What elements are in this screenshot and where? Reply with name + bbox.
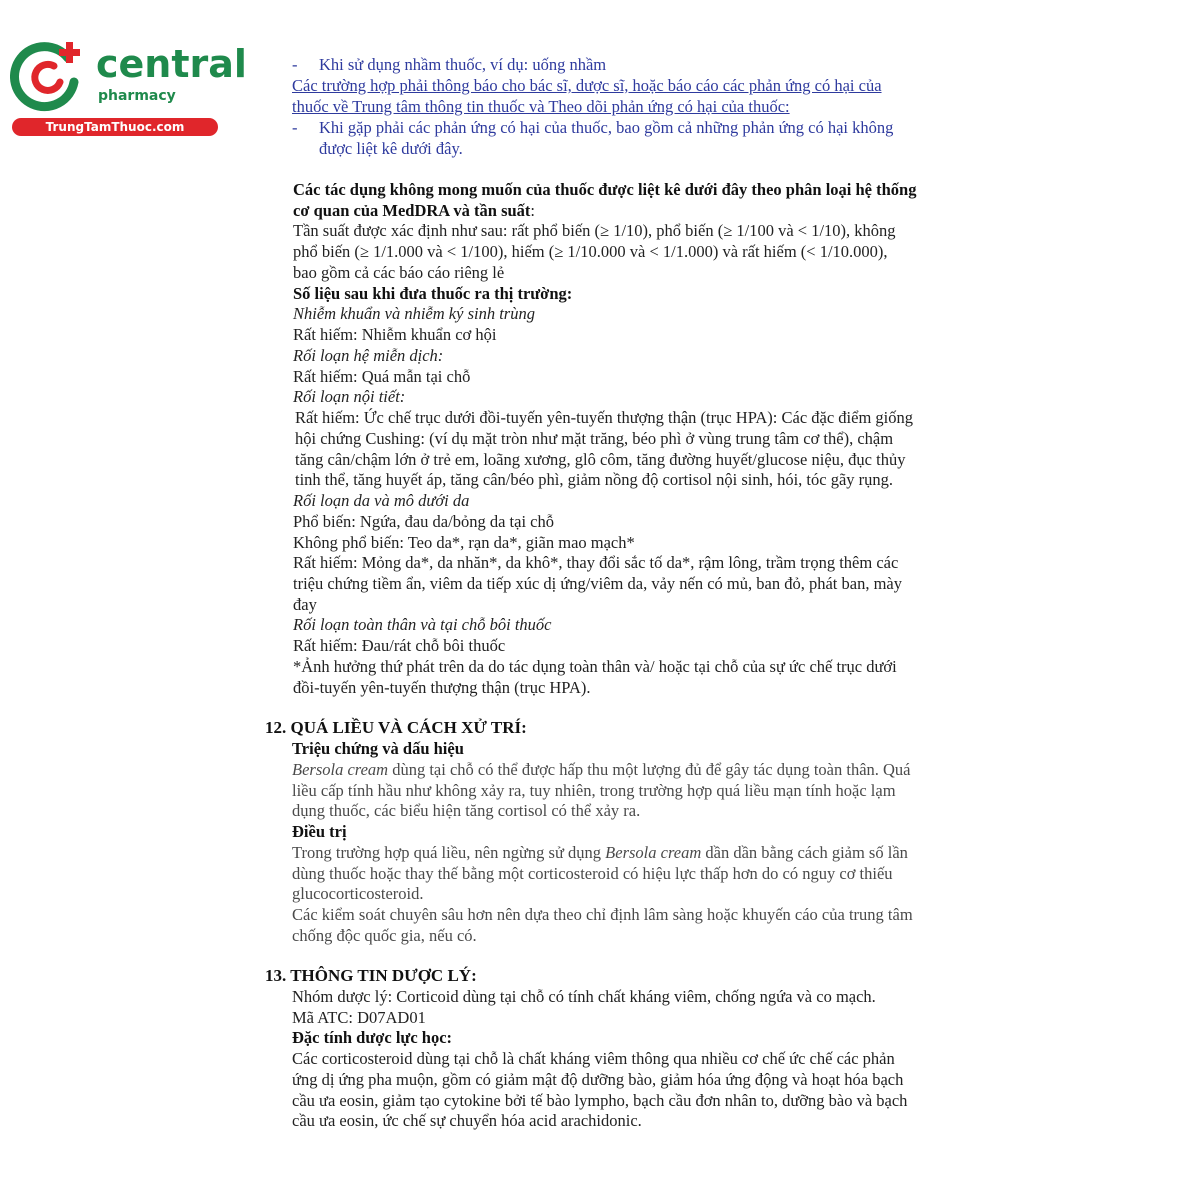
- soc-text: đay: [293, 595, 317, 614]
- atc-code: Mã ATC: D07AD01: [292, 1008, 426, 1027]
- report-line: thuốc về Trung tâm thông tin thuốc và Theo dõi phản ứng có hại của thuốc:: [292, 97, 790, 116]
- soc-text: Rất hiếm: Nhiễm khuẩn cơ hội: [293, 325, 497, 344]
- overdose-para: [292, 760, 911, 780]
- drug-name: Bersola cream: [605, 843, 702, 862]
- bullet-line: Khi sử dụng nhầm thuốc, ví dụ: uống nhầm: [319, 55, 607, 74]
- bullet-line: Khi gặp phải các phản ứng có hại của thuốc, bao gồm cả những phản ứng có hại không: [319, 118, 894, 137]
- treatment-para: [292, 843, 908, 863]
- meddra-heading: [293, 201, 535, 221]
- meddra-heading-text: cơ quan của MedDRA và tần suất: [293, 201, 531, 220]
- treatment-para: glucocorticosteroid.: [292, 884, 424, 903]
- bullet-line: được liệt kê dưới đây.: [319, 139, 463, 158]
- pharmacodynamics-para: cầu ưa eosin, giảm tạo cytokine bởi tế bào lympho, bạch cầu đơn nhân to, dưỡng bào và bạch: [292, 1091, 908, 1110]
- pharmacodynamics-para: Các corticosteroid dùng tại chỗ là chất kháng viêm thông qua nhiều cơ chế ức chế các phản: [292, 1049, 895, 1068]
- soc-text: hội chứng Cushing: (ví dụ mặt tròn như mặt trăng, béo phì ở vùng trung tâm cơ thể), chậm: [295, 429, 894, 448]
- frequency-line: Tần suất được xác định như sau: rất phổ biến (≥ 1/10), phổ biến (≥ 1/100 và < 1/10), không: [293, 221, 896, 240]
- meddra-heading-colon: :: [530, 201, 536, 220]
- frequency-line: phổ biến (≥ 1/1.000 và < 1/100), hiếm (≥ 1/10.000 và < 1/1.000) và rất hiếm (< 1/10.000),: [293, 242, 888, 261]
- pharmacodynamics-heading: Đặc tính dược lực học:: [292, 1028, 453, 1047]
- bullet-dash: -: [292, 55, 298, 74]
- pharmacology-group: Nhóm dược lý: Corticoid dùng tại chỗ có tính chất kháng viêm, chống ngứa và co mạch.: [292, 987, 876, 1006]
- overdose-para-text: dùng tại chỗ có thể được hấp thu một lượng đủ để gây tác dụng toàn thân. Quá: [388, 760, 911, 779]
- soc-text: Không phổ biến: Teo da*, rạn da*, giãn mao mạch*: [293, 533, 635, 552]
- logo-site-badge: TrungTamThuoc.com: [12, 118, 218, 136]
- report-line: Các trường hợp phải thông báo cho bác sĩ, dược sĩ, hoặc báo cáo các phản ứng có hại của: [292, 76, 882, 95]
- pharmacodynamics-para: cầu ưa eosin, ức chế sự chuyển hóa acid arachidonic.: [292, 1111, 642, 1130]
- footnote: *Ảnh hưởng thứ phát trên da do tác dụng toàn thân và/ hoặc tại chỗ của sự ức chế trục dưới: [293, 657, 897, 676]
- treatment-para-text: dần dần bằng cách giảm số lần: [701, 843, 908, 862]
- soc-text: tăng cân/chậm lớn ở trẻ em, loãng xương, glô côm, tăng đường huyết/glucose niệu, đục thủy: [295, 450, 906, 469]
- treatment-para-text: Trong trường hợp quá liều, nên ngừng sử dụng: [292, 843, 606, 862]
- soc-category: Rối loạn da và mô dưới da: [293, 491, 470, 510]
- soc-category: Rối loạn hệ miễn dịch:: [293, 346, 444, 365]
- logo-name: central: [96, 42, 247, 86]
- section-12-title: 12. QUÁ LIỀU VÀ CÁCH XỬ TRÍ:: [265, 718, 527, 737]
- soc-text: Rất hiếm: Quá mẫn tại chỗ: [293, 367, 471, 386]
- meddra-heading: Các tác dụng không mong muốn của thuốc được liệt kê dưới đây theo phân loại hệ thống: [293, 180, 917, 199]
- soc-text: tinh thể, tăng huyết áp, tăng cân/béo phì, giảm nồng độ cortisol nội sinh, hói, tóc gãy rụng.: [295, 470, 894, 489]
- treatment-heading: Điều trị: [292, 822, 347, 841]
- soc-text: Rất hiếm: Ức chế trục dưới đồi-tuyến yên-tuyến thượng thận (trục HPA): Các đặc điểm giống: [295, 408, 914, 427]
- soc-text: Rất hiếm: Đau/rát chỗ bôi thuốc: [293, 636, 506, 655]
- soc-text: Rất hiếm: Mỏng da*, da nhăn*, da khô*, thay đổi sắc tố da*, rậm lông, trầm trọng thêm các: [293, 553, 899, 572]
- overdose-para: dụng thuốc, các biểu hiện tăng cortisol có thể xảy ra.: [292, 801, 641, 820]
- soc-category: Rối loạn nội tiết:: [293, 387, 406, 406]
- symptoms-heading: Triệu chứng và dấu hiệu: [292, 739, 464, 758]
- treatment-para: Các kiểm soát chuyên sâu hơn nên dựa theo chỉ định lâm sàng hoặc khuyến cáo của trung tâm: [292, 905, 913, 924]
- soc-text: triệu chứng tiềm ẩn, viêm da tiếp xúc dị ứng/viêm da, vảy nến có mủ, ban đỏ, phát ban, mày: [293, 574, 902, 593]
- footnote: đồi-tuyến yên-tuyến thượng thận (trục HPA).: [293, 678, 591, 697]
- soc-category: Nhiễm khuẩn và nhiễm ký sinh trùng: [293, 304, 535, 323]
- overdose-para: liều cấp tính hầu như không xảy ra, tuy nhiên, trong trường hợp quá liều mạn tính hoặc lạm: [292, 781, 896, 800]
- drug-name: Bersola cream: [292, 760, 389, 779]
- pharmacodynamics-para: ứng dị ứng pha muộn, gồm có giảm mật độ dưỡng bào, giảm hóa ứng động và hoạt hóa bạch: [292, 1070, 904, 1089]
- bullet-dash: -: [292, 118, 298, 137]
- postmarketing-heading: Số liệu sau khi đưa thuốc ra thị trường:: [293, 284, 573, 303]
- soc-text: Phổ biến: Ngứa, đau da/bỏng da tại chỗ: [293, 512, 554, 531]
- treatment-para: chống độc quốc gia, nếu có.: [292, 926, 477, 945]
- soc-category: Rối loạn toàn thân và tại chỗ bôi thuốc: [293, 615, 552, 634]
- logo-subtitle: pharmacy: [98, 88, 176, 104]
- treatment-para: dùng thuốc hoặc thay thế bằng một corticosteroid có hiệu lực thấp hơn do có nguy cơ thiếu: [292, 864, 893, 883]
- frequency-line: bao gồm cả các báo cáo riêng lẻ: [293, 263, 505, 282]
- section-13-title: 13. THÔNG TIN DƯỢC LÝ:: [265, 966, 477, 985]
